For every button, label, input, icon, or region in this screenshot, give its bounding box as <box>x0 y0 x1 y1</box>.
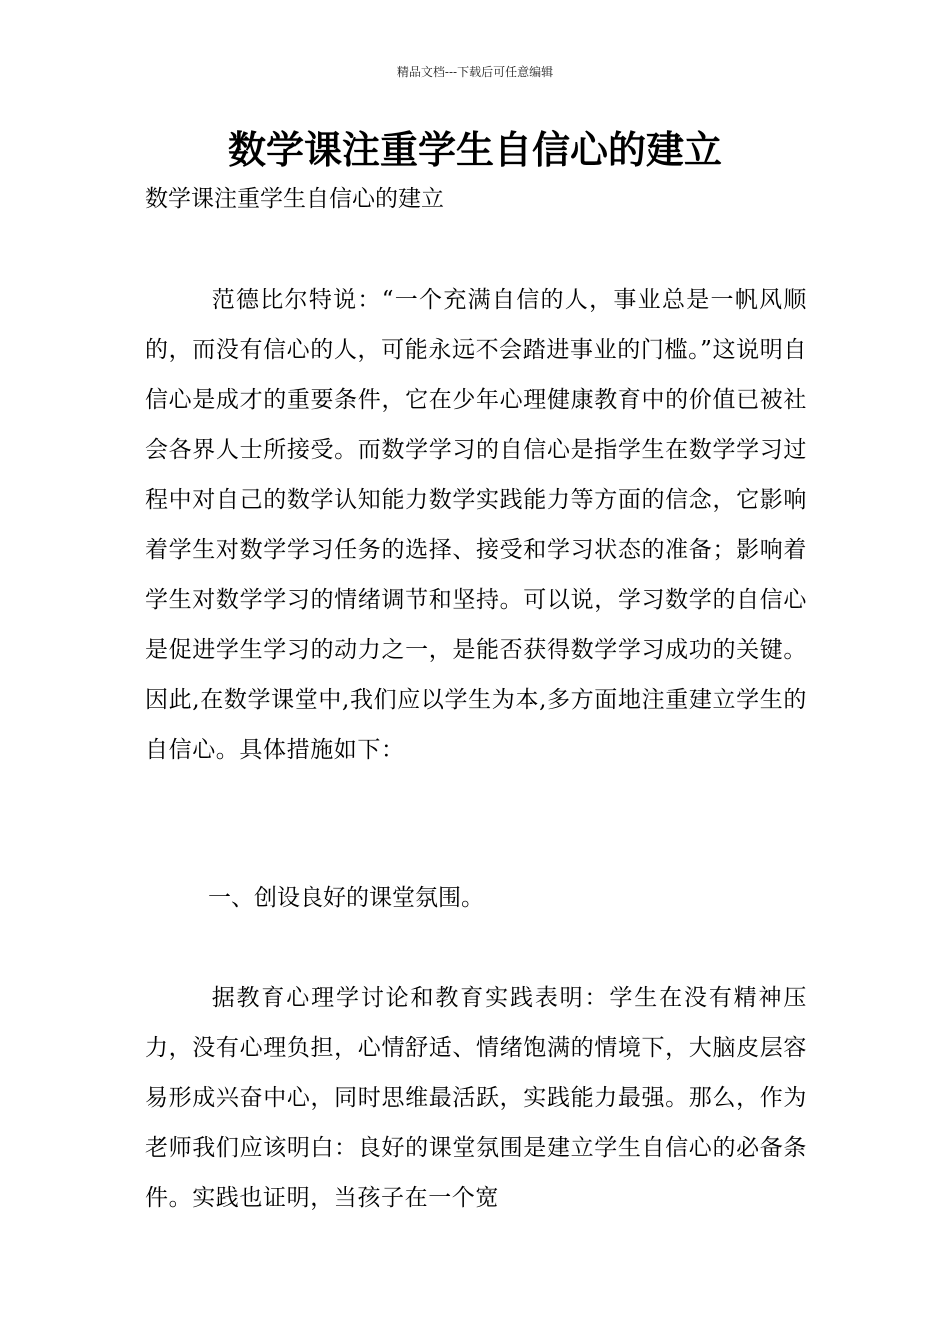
document-title: 数学课注重学生自信心的建立 <box>227 128 722 172</box>
header-note: 精品文档---下载后可任意编辑 <box>396 65 554 79</box>
paragraph-intro: 范德比尔特说：“一个充满自信的人，事业总是一帆风顺的，而没有信心的人，可能永远不会踏进事业的门槛。”这说明自信心是成才的重要条件，它在少年心理健康教育中的价值已被社会各界人士所接受。而数学学习的自信心是指学生在数学学习过程中对自己的数学认知能力数学实践能力等方面的信念，它影响着学生对数学学习任务的选择、接受和学习状态的准备；影响着学生对数学学习的情绪调节和坚持。可以说，学习数学的自信心是促进学生学习的动力之一，是能否获得数学学习成功的关键。因此,在数学课堂中,我们应以学生为本,多方面地注重建立学生的自信心。具体措施如下： <box>145 287 807 763</box>
section-heading-1: 一、创设良好的课堂氛围。 <box>208 885 484 911</box>
document-subtitle: 数学课注重学生自信心的建立 <box>145 186 444 212</box>
paragraph-section-1: 据教育心理学讨论和教育实践表明：学生在没有精神压力，没有心理负担，心情舒适、情绪饱满的情境下，大脑皮层容易形成兴奋中心，同时思维最活跃，实践能力最强。那么，作为老师我们应该明白：良好的课堂氛围是建立学生自信心的必备条件。实践也证明，当孩子在一个宽 <box>145 985 807 1211</box>
